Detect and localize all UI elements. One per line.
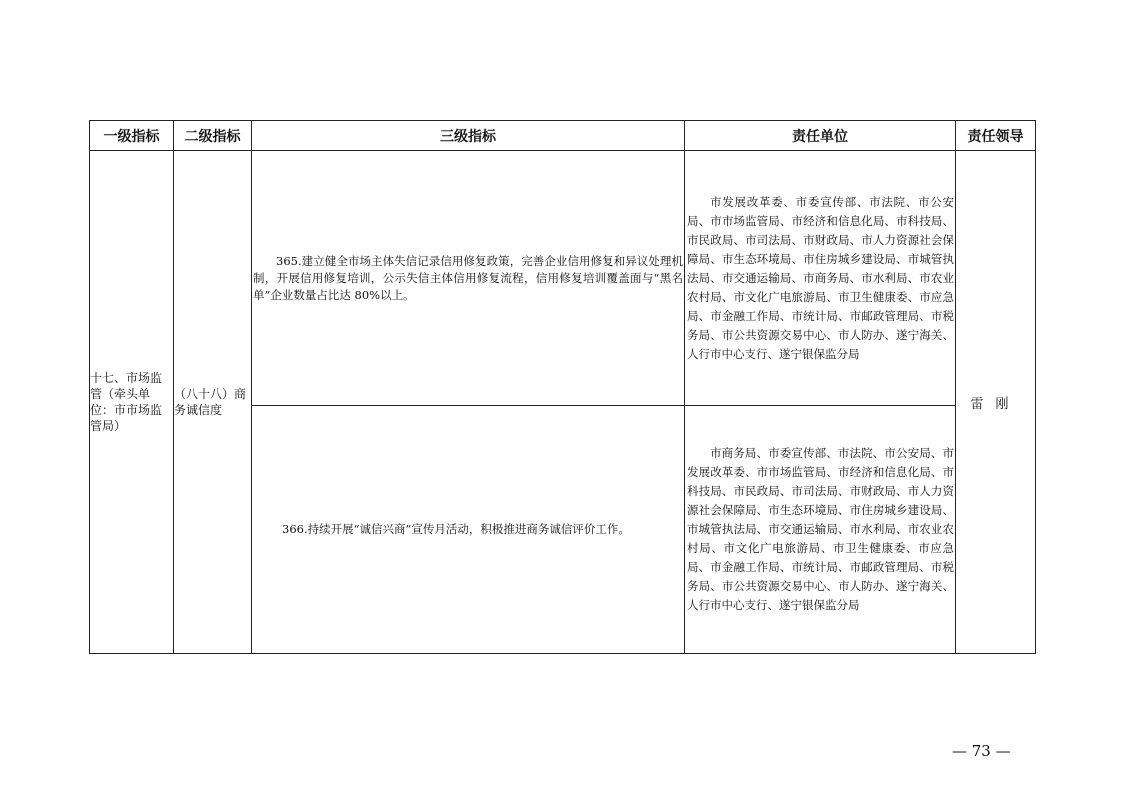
- level2-indicator: [174, 151, 252, 654]
- responsible-leader: 雷刚: [956, 151, 1036, 654]
- responsible-units: [685, 406, 956, 654]
- responsible-units-text: 市发展改革委、市委宣传部、市法院、市公安局、市市场监管局、市经济和信息化局、市科技局、市民政局、市司法局、市财政局、市人力资源社会保障局、市生态环境局、市住房城乡建设局、市城管执法局、市交通运输局、市商务局、市水利局、市农业农村局、市文化广电旅游局、市卫生健康委、市应急局、市金融工作局、市统计局、市邮政管理局、市税务局、市公共资源交易中心、市人防办、遂宁海关、人行市中心支行、遂宁银保监分局: [687, 194, 954, 361]
- level2-text: （八十八）商务诚信度: [174, 387, 247, 417]
- header-level1: 一级指标: [90, 121, 174, 151]
- header-level3: 三级指标: [252, 121, 685, 151]
- level3-indicator: [252, 151, 685, 406]
- page-number: — 73 —: [952, 742, 1011, 760]
- header-responsible-leader: 责任领导: [956, 121, 1036, 151]
- level3-indicator: [252, 406, 685, 654]
- header-row: [90, 121, 1036, 151]
- indicator-table: [89, 120, 1036, 654]
- level3-text: 366.持续开展“诚信兴商”宣传月活动，积极推进商务诚信评价工作。: [282, 522, 630, 536]
- responsible-units: [685, 151, 956, 406]
- level3-text: 365.建立健全市场主体失信记录信用修复政策，完善企业信用修复和异议处理机制，开展信用修复培训，公示失信主体信用修复流程，信用修复培训覆盖面与“黑名单”企业数量占比达 80%以上。: [253, 253, 683, 302]
- responsible-units-text: 市商务局、市委宣传部、市法院、市公安局、市发展改革委、市市场监管局、市经济和信息化局、市科技局、市民政局、市司法局、市财政局、市人力资源社会保障局、市生态环境局、市住房城乡建设局、市城管执法局、市交通运输局、市水利局、市农业农村局、市文化广电旅游局、市卫生健康委、市应急局、市金融工作局、市统计局、市邮政管理局、市税务局、市公共资源交易中心、市人防办、遂宁海关、人行市中心支行、遂宁银保监分局: [687, 446, 954, 612]
- header-responsible-unit: 责任单位: [685, 121, 956, 151]
- table-row: [90, 151, 1036, 406]
- level1-text: 十七、市场监管（牵头单位：市市场监管局）: [90, 371, 163, 433]
- header-level2: 二级指标: [174, 121, 252, 151]
- level1-indicator: [90, 151, 174, 654]
